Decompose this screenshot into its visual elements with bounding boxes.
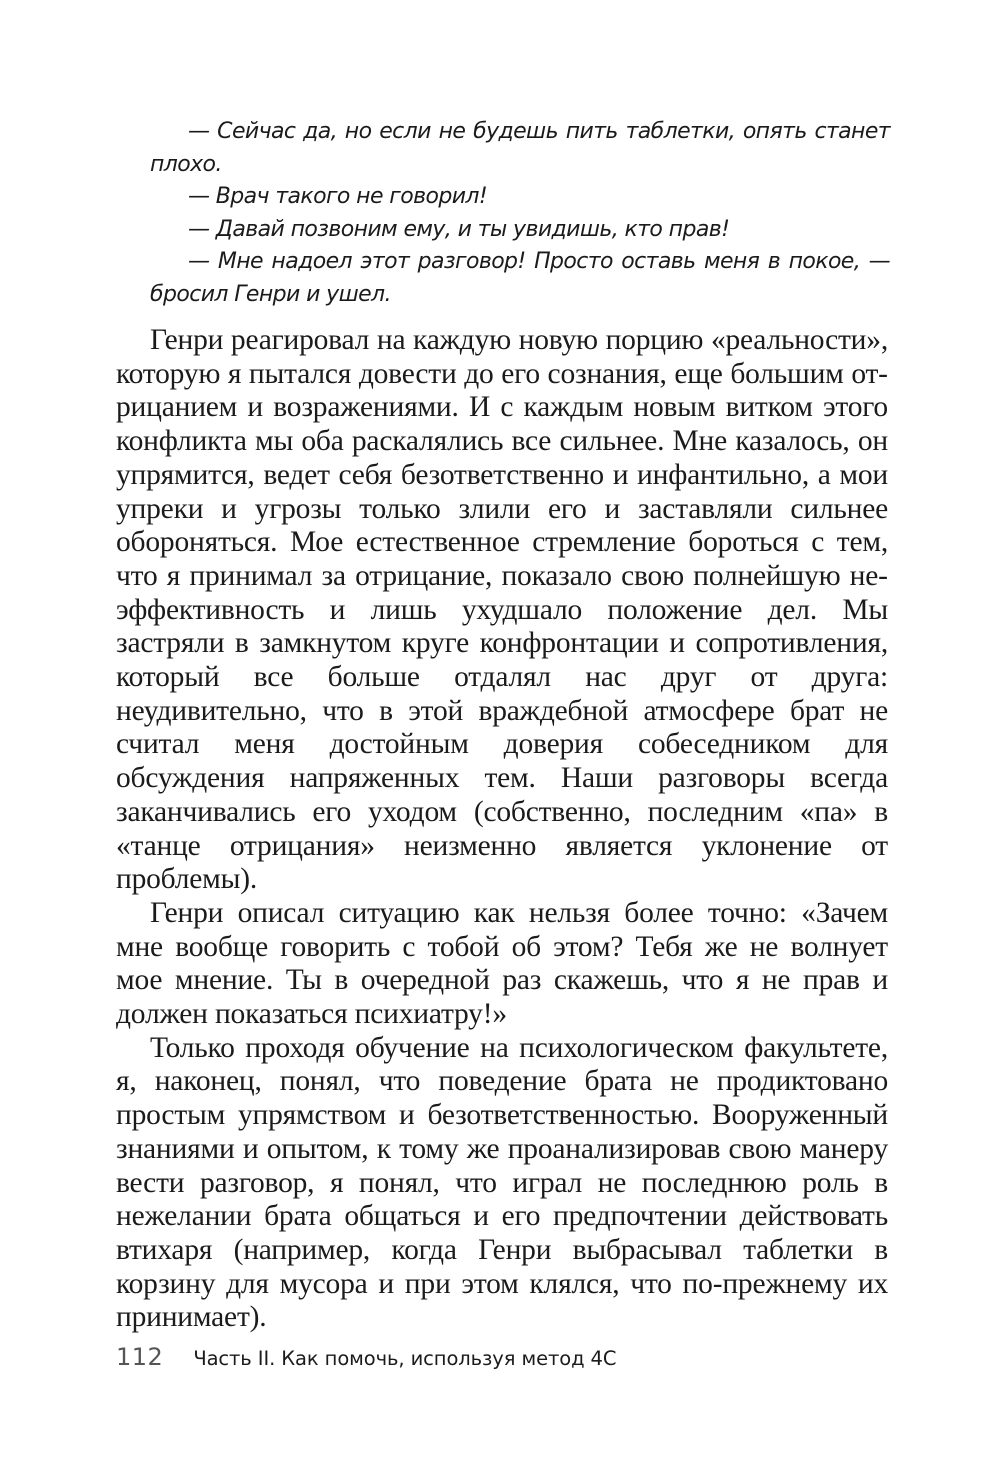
page-footer: [116, 1343, 888, 1371]
dialogue-line: — Врач такого не говорил!: [188, 184, 488, 209]
dialogue-line: — Мне надоел этот разговор! Просто оставь меня в покое, — бросил Генри и ушел.: [150, 249, 890, 307]
paragraph: Генри описал ситуацию как нельзя более точно: «Зачем мне вообще говорить с тобой об этом? Тебя же не волнует мое мнение. Ты в очередной раз скажешь, что я не прав и должен показаться психиатру!»: [116, 896, 888, 1031]
paragraph: Генри реагировал на каждую новую порцию «реальности», которую я пытался довести до его сознания, еще большим отрицанием и возражениями. И с каждым новым витком этого конфликта мы оба раскалялись все сильнее. Мне казалось, он упрямится, ведет себя безответственно и инфантильно, а мои упреки и угрозы только злили его и заставляли сильнее обороняться. Мое естественное стремление бороться с тем, что я принимал за отрицание, показало свою полнейшую неэффективность и лишь ухудшало положение дел. Мы застряли в замкнутом круге конфронтации и сопротивления, который все больше отдалял нас друг от друга: неудивительно, что в этой враждебной атмосфере брат не считал меня достойным доверия собеседником для обсуждения напряженных тем. Наши разговоры всегда заканчивались его уходом (собственно, последним «па» в «танце отрицания» неизменно является уклонение от проблемы).: [116, 324, 888, 896]
dialogue-line: — Сейчас да, но если не будешь пить таблетки, опять станет плохо.: [150, 119, 890, 177]
paragraph: Только проходя обучение на психологическом факультете, я, наконец, понял, что поведение брата не продиктовано простым упрямством и безответственностью. Вооруженный знаниями и опытом, к тому же проанализировав свою манеру вести разговор, я понял, что играл не последнюю роль в нежелании брата общаться и его предпочтении действовать втихаря (например, когда Генри выбрасывал таблетки в корзину для мусора и при этом клялся, что по-прежнему их принимает).: [116, 1031, 888, 1334]
page-number: 112: [116, 1343, 164, 1371]
dialogue-line: — Давай позвоним ему, и ты увидишь, кто прав!: [188, 216, 730, 242]
dialogue-block: [150, 116, 890, 311]
body-text: [116, 324, 888, 1335]
running-head: Часть II. Как помочь, используя метод 4С: [193, 1347, 617, 1370]
